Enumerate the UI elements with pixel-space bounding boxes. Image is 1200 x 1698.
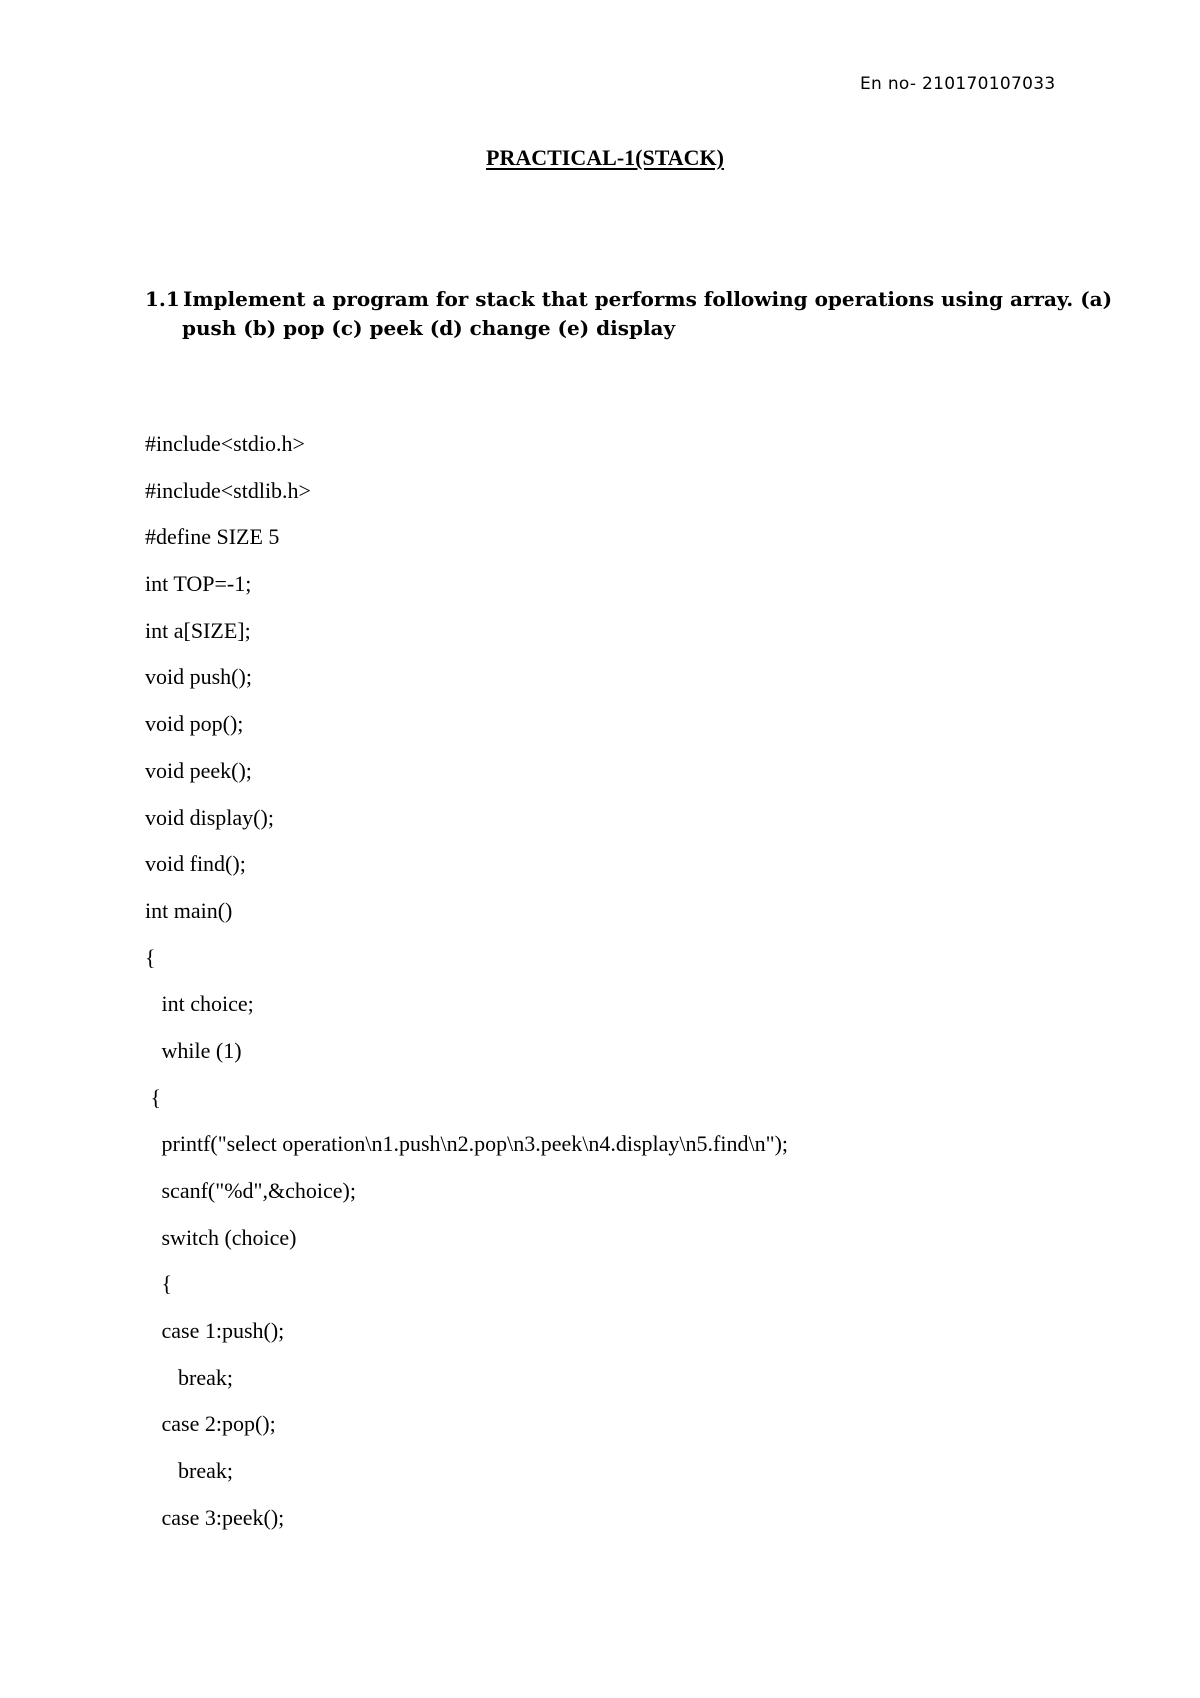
- question-text-line-2: push (b) pop (c) peek (d) change (e) display: [182, 316, 676, 340]
- code-line: break;: [145, 1364, 233, 1390]
- code-line: void push();: [145, 664, 252, 690]
- code-line: scanf("%d",&choice);: [145, 1178, 356, 1203]
- code-line: switch (choice): [145, 1224, 297, 1250]
- code-line: {: [145, 1084, 162, 1110]
- question-line-1: [145, 285, 1113, 314]
- code-line: printf("select operation\n1.push\n2.pop\n3.peek\n4.display\n5.find\n");: [145, 1131, 789, 1157]
- code-line: int choice;: [145, 991, 254, 1017]
- code-line: #include<stdlib.h>: [145, 477, 311, 503]
- code-line: void peek();: [145, 757, 252, 783]
- code-line: #include<stdio.h>: [145, 431, 305, 456]
- code-line: void display();: [145, 804, 274, 830]
- code-line: while (1): [145, 1037, 242, 1063]
- code-line: {: [145, 944, 156, 970]
- code-line: int a[SIZE];: [145, 617, 251, 643]
- code-line: break;: [145, 1458, 233, 1484]
- code-line: void pop();: [145, 711, 244, 737]
- code-listing: [145, 421, 788, 1542]
- question-block: [145, 285, 1113, 343]
- code-line: void find();: [145, 851, 246, 877]
- code-line: case 3:peek();: [145, 1504, 285, 1530]
- question-text-line-1: Implement a program for stack that performs following operations using array. (a): [183, 287, 1113, 311]
- question-number: 1.1: [145, 287, 180, 311]
- code-line: {: [145, 1271, 173, 1297]
- code-line: case 1:push();: [145, 1318, 285, 1344]
- code-line: #define SIZE 5: [145, 524, 280, 550]
- code-line: int TOP=-1;: [145, 571, 252, 597]
- code-line: int main(): [145, 897, 233, 923]
- page-title: PRACTICAL-1(STACK): [486, 145, 724, 170]
- code-line: case 2:pop();: [145, 1411, 276, 1437]
- enrollment-number: En no- 210170107033: [860, 74, 1056, 94]
